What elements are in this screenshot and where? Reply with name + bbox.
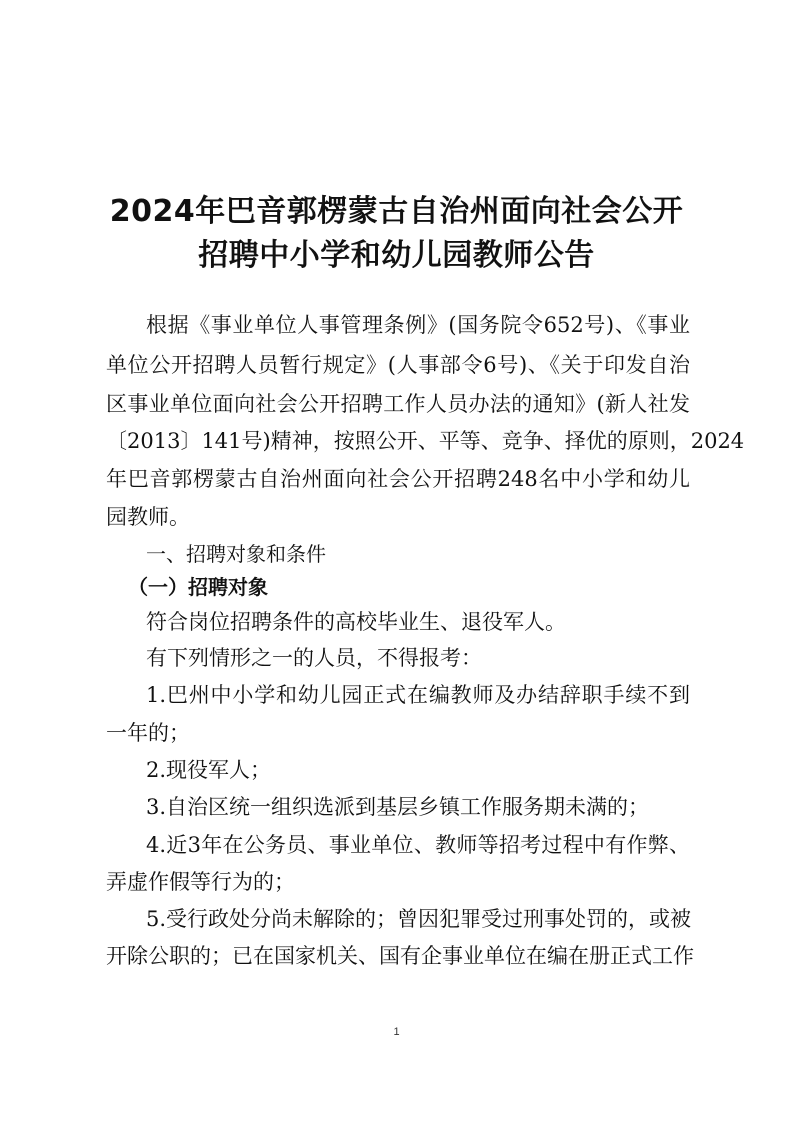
page-number: 1: [393, 1026, 400, 1038]
list-item: 4.近3年在公务员、事业单位、教师等招考过程中有作弊、: [146, 833, 690, 857]
list-item: 2.现役军人；: [146, 758, 272, 782]
intro-line: 园教师。: [106, 505, 190, 529]
list-item: 5.受行政处分尚未解除的；曾因犯罪受过刑事处罚的，或被: [146, 907, 692, 931]
exclusion-intro: 有下列情形之一的人员，不得报考：: [146, 646, 482, 670]
eligibility-text: 符合岗位招聘条件的高校毕业生、退役军人。: [146, 610, 566, 634]
list-item-continuation: 一年的；: [106, 721, 190, 745]
document-title-line-2: 招聘中小学和幼儿园教师公告: [198, 238, 595, 273]
intro-line: 年巴音郭楞蒙古自治州面向社会公开招聘248名中小学和幼儿: [106, 467, 690, 491]
intro-line: 〔2013〕141号)精神，按照公开、平等、竞争、择优的原则，2024: [106, 429, 745, 453]
document-title-line-1: 2024年巴音郭楞蒙古自治州面向社会公开: [109, 194, 684, 229]
list-item-continuation: 开除公职的；已在国家机关、国有企事业单位在编在册正式工作: [106, 944, 694, 968]
list-item: 1.巴州中小学和幼儿园正式在编教师及办结辞职手续不到: [146, 683, 690, 707]
intro-line: 根据《事业单位人事管理条例》(国务院令652号)、《事业: [146, 313, 690, 337]
list-item-continuation: 弄虚作假等行为的；: [106, 870, 295, 894]
list-item: 3.自治区统一组织选派到基层乡镇工作服务期未满的；: [146, 795, 650, 819]
section-heading: 一、招聘对象和条件: [146, 542, 326, 566]
subsection-heading: （一）招聘对象: [128, 575, 268, 599]
intro-line: 单位公开招聘人员暂行规定》(人事部令6号)、《关于印发自治: [106, 353, 690, 377]
intro-line: 区事业单位面向社会公开招聘工作人员办法的通知》(新人社发: [106, 392, 690, 416]
